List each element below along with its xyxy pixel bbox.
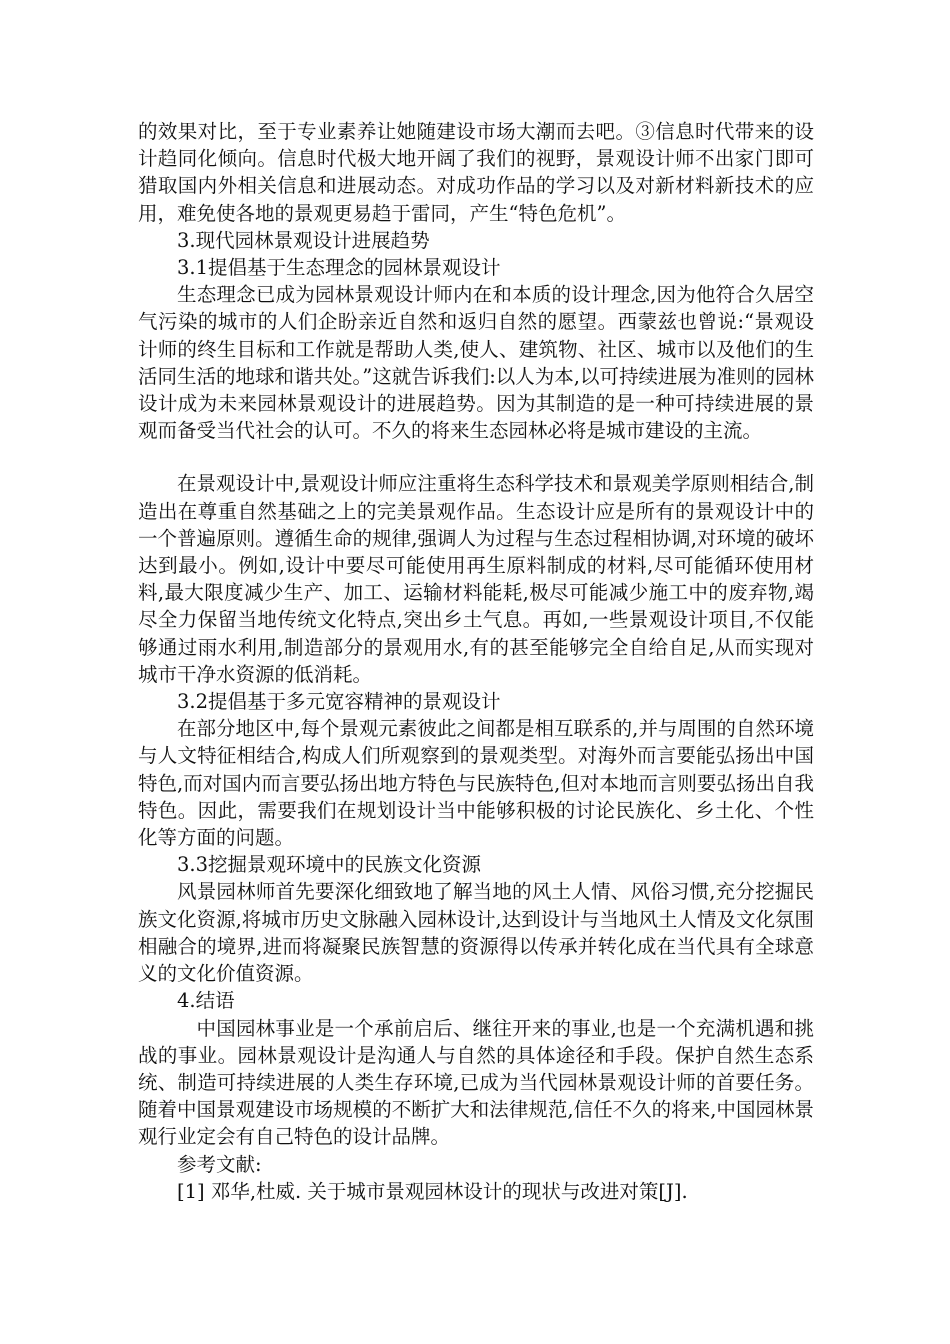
subsection-heading-3-3: 3.3挖掘景观环境中的民族文化资源 — [177, 853, 482, 877]
references-title: 参考文献: — [177, 1152, 262, 1176]
paragraph-intro: 的效果对比，至于专业素养让她随建设市场大潮而去吧。③信息时代带来的设计趋同化倾向。信息时代极大地开阔了我们的视野，景观设计师不出家门即可猎取国内外相关信息和进展动态。对成功作品的学习以及对新材料新技术的应用，难免使各地的景观更易趋于雷同，产生“特色危机”。 — [138, 120, 814, 225]
paragraph-3-1-b: 在景观设计中,景观设计师应注重将生态科学技术和景观美学原则相结合,制造出在尊重自然基础之上的完美景观作品。生态设计应是所有的景观设计中的一个普遍原则。遵循生命的规律,强调人为过程与生态过程相协调,对环境的破坏达到最小。例如,设计中要尽可能使用再生原料制成的材料,尽可能循环使用材料,最大限度减少生产、加工、运输材料能耗,极尽可能减少施工中的废弃物,竭尽全力保留当地传统文化特点,突出乡土气息。再如,一些景观设计项目,不仅能够通过雨水利用,制造部分的景观用水,有的甚至能够完全自给自足,从而实现对城市干净水资源的低消耗。 — [138, 472, 814, 686]
section-heading-3: 3.现代园林景观设计进展趋势 — [177, 228, 430, 252]
subsection-heading-3-2: 3.2提倡基于多元宽容精神的景观设计 — [177, 690, 501, 714]
paragraph-gap — [138, 444, 814, 470]
paragraph-3-1-a: 生态理念已成为园林景观设计师内在和本质的设计理念,因为他符合久居空气污染的城市的人们企盼亲近自然和返归自然的愿望。西蒙兹也曾说:“景观设计师的终生目标和工作就是帮助人类,使人、建筑物、社区、城市以及他们的生活同生活的地球和谐共处。”这就告诉我们:以人为本,以可持续进展为准则的园林设计成为未来园林景观设计的进展趋势。因为其制造的是一种可持续进展的景观而备受当代社会的认可。不久的将来生态园林必将是城市建设的主流。 — [138, 283, 814, 443]
paragraph-3-2: 在部分地区中,每个景观元素彼此之间都是相互联系的,并与周围的自然环境与人文特征相结合,构成人们所观察到的景观类型。对海外而言要能弘扬出中国特色,而对国内而言要弘扬出地方特色与民族特色,但对本地而言则要弘扬出自我特色。因此，需要我们在规划设计当中能够积极的讨论民族化、乡土化、个性化等方面的问题。 — [138, 717, 814, 850]
document-body — [138, 118, 814, 1205]
section-heading-4: 4.结语 — [177, 989, 235, 1013]
paragraph-3-3: 风景园林师首先要深化细致地了解当地的风土人情、风俗习惯,充分挖掘民族文化资源,将城市历史文脉融入园林设计,达到设计与当地风土人情及文化氛围相融合的境界,进而将凝聚民族智慧的资源得以传承并转化成在当代具有全球意义的文化价值资源。 — [138, 880, 814, 986]
paragraph-4: 中国园林事业是一个承前启后、继往开来的事业,也是一个充满机遇和挑战的事业。园林景观设计是沟通人与自然的具体途径和手段。保护自然生态系统、制造可持续进展的人类生存环境,已成为当代园林景观设计师的首要任务。随着中国景观建设市场规模的不断扩大和法律规范,信任不久的将来,中国园林景观行业定会有自己特色的设计品牌。 — [138, 1016, 814, 1149]
subsection-heading-3-1: 3.1提倡基于生态理念的园林景观设计 — [177, 256, 501, 280]
reference-item: [1] 邓华,杜威. 关于城市景观园林设计的现状与改进对策[J]. — [177, 1179, 688, 1203]
